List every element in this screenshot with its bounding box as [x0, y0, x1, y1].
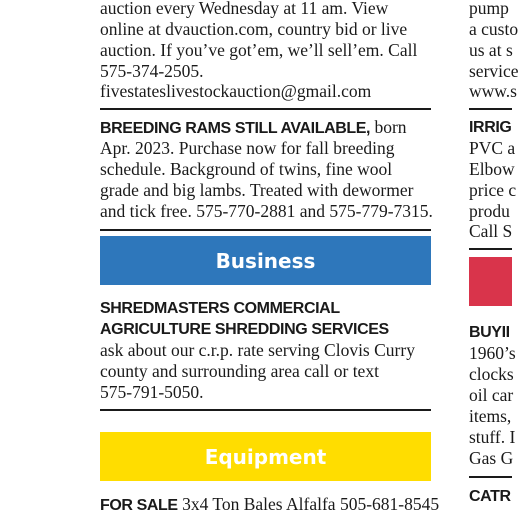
divider	[100, 108, 431, 110]
rams-ad-heading: BREEDING RAMS STILL AVAILABLE,	[100, 120, 371, 137]
irrig-heading: IRRIG	[469, 119, 512, 136]
buying-heading: BUYII	[469, 324, 510, 341]
divider	[469, 248, 512, 250]
right-column-line: PVC a	[469, 138, 516, 158]
auction-ad-line: 575-374-2505.	[100, 61, 204, 81]
right-column-line: 1960’s	[469, 343, 516, 363]
shredmasters-ad-line: county and surrounding area call or text	[100, 361, 379, 381]
rams-ad-first-line	[100, 117, 407, 139]
rams-ad-line: schedule. Background of twins, fine wool	[100, 159, 393, 179]
shredmasters-ad-heading: SHREDMASTERS COMMERCIAL	[100, 300, 340, 317]
for-sale-ad-text: 3x4 Ton Bales Alfalfa 505-681-8545	[177, 494, 440, 514]
rams-ad-line: and tick free. 575-770-2881 and 575-779-7315.	[100, 201, 433, 221]
divider	[100, 409, 431, 411]
auction-ad-line: online at dvauction.com, country bid or live	[100, 19, 408, 39]
business-banner	[100, 236, 431, 285]
right-column-line: Gas G	[469, 448, 514, 468]
shredmasters-ad-line: ask about our c.r.p. rate serving Clovis Curry	[100, 340, 415, 360]
right-column-line: oil car	[469, 385, 514, 405]
shredmasters-ad-line: 575-791-5050.	[100, 382, 204, 402]
rams-ad-line: grade and big lambs. Treated with dewormer	[100, 180, 414, 200]
rams-ad-line: Apr. 2023. Purchase now for fall breeding	[100, 138, 395, 158]
divider	[100, 229, 431, 231]
right-column-line: items,	[469, 406, 512, 426]
right-column-line: www.s	[469, 81, 517, 101]
business-banner-label: Business	[215, 248, 316, 273]
right-column-line: Elbow	[469, 159, 515, 179]
for-sale-ad	[100, 494, 439, 516]
auction-ad-email: fivestateslivestockauction@gmail.com	[100, 81, 372, 101]
right-column-line: price c	[469, 180, 517, 200]
divider	[469, 476, 512, 478]
auction-ad-line: auction every Wednesday at 11 am. View	[100, 0, 389, 18]
right-column-line: a custo	[469, 19, 519, 39]
shredmasters-ad-heading: AGRICULTURE SHREDDING SERVICES	[100, 321, 389, 338]
red-banner	[469, 257, 512, 306]
right-column	[469, 0, 519, 512]
right-column-line: pump	[469, 0, 509, 18]
rams-ad-text: born	[370, 117, 407, 137]
right-column-line: produ	[469, 201, 510, 221]
left-column	[100, 0, 440, 514]
right-column-line: clocks	[469, 364, 514, 384]
right-column-line: stuff. I	[469, 427, 516, 447]
for-sale-ad-heading: FOR SALE	[100, 497, 178, 514]
divider	[469, 108, 512, 110]
catr-heading: CATR	[469, 488, 511, 505]
right-column-line: Call S	[469, 221, 513, 241]
right-column-line: us at s	[469, 40, 513, 60]
equipment-banner	[100, 432, 431, 481]
auction-ad-line: auction. If you’ve got’em, we’ll sell’em. Call	[100, 40, 418, 60]
equipment-banner-label: Equipment	[204, 444, 327, 469]
right-column-line: service	[469, 61, 519, 81]
